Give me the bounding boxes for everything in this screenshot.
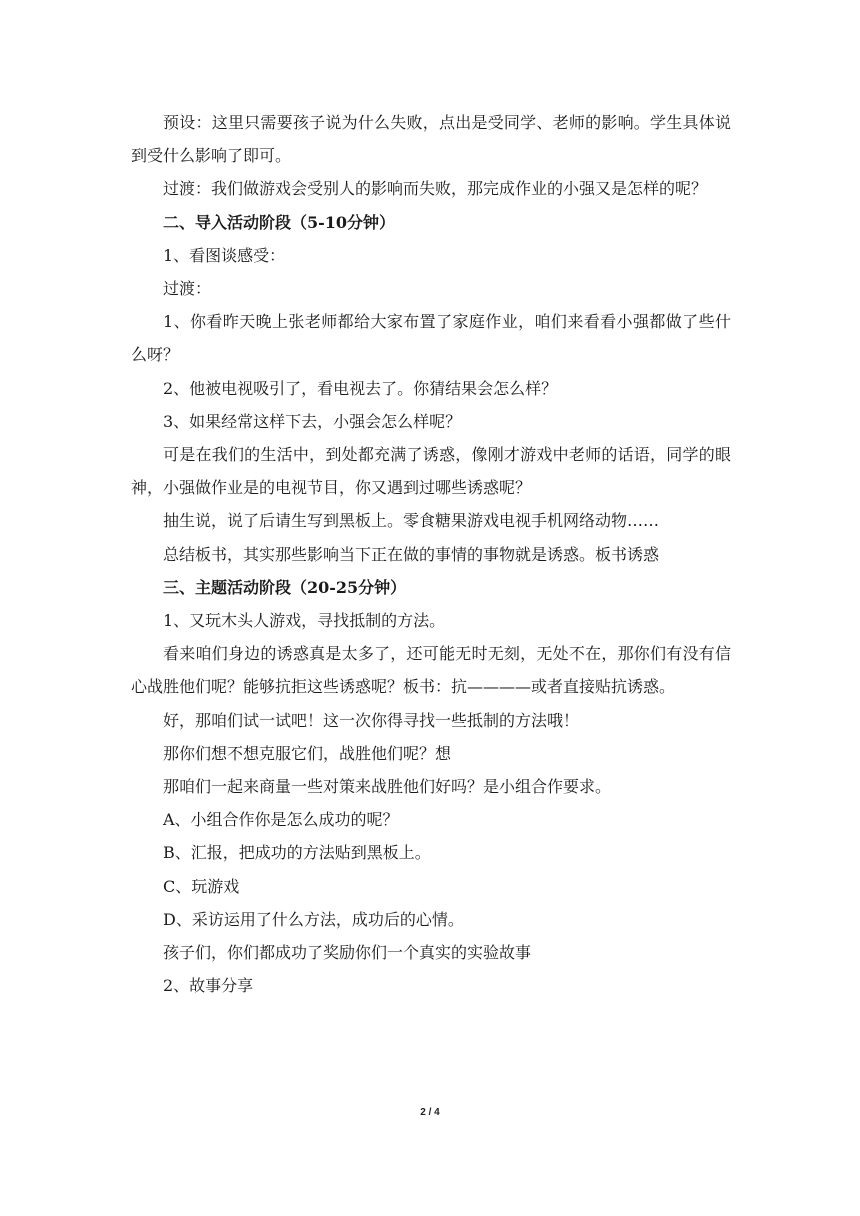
- paragraph: 1、你看昨天晚上张老师都给大家布置了家庭作业，咱们来看看小强都做了些什么呀？: [131, 312, 731, 365]
- paragraph: 孩子们，你们都成功了奖励你们一个真实的实验故事: [163, 943, 532, 963]
- list-item: D、采访运用了什么方法，成功后的心情。: [163, 909, 464, 929]
- paragraph: 好，那咱们试一试吧！这一次你得寻找一些抵制的方法哦！: [163, 710, 580, 730]
- paragraph: 看来咱们身边的诱惑真是太多了，还可能无时无刻，无处不在，那你们有没有信心战胜他们呢？能够抗拒这些诱惑呢？板书：抗————或者直接贴抗诱惑。: [131, 644, 731, 697]
- paragraph: 过渡：我们做游戏会受别人的影响而失败，那完成作业的小强又是怎样的呢？: [163, 179, 708, 199]
- paragraph: 那咱们一起来商量一些对策来战胜他们好吗？是小组合作要求。: [163, 777, 612, 797]
- list-item: C、玩游戏: [163, 876, 240, 896]
- paragraph: 2、故事分享: [163, 976, 254, 996]
- paragraph: 过渡：: [163, 279, 212, 299]
- list-item: B、汇报，把成功的方法贴到黑板上。: [163, 843, 431, 863]
- paragraph: 2、他被电视吸引了，看电视去了。你猜结果会怎么样？: [163, 378, 558, 398]
- paragraph: 总结板书，其实那些影响当下正在做的事情的事物就是诱惑。板书诱惑: [163, 544, 660, 564]
- paragraph: 3、如果经常这样下去，小强会怎么样呢？: [163, 411, 462, 431]
- paragraph: 1、看图谈感受：: [163, 245, 286, 265]
- document-body: [131, 106, 731, 1002]
- paragraph: 抽生说，说了后请生写到黑板上。零食糖果游戏电视手机网络动物……: [163, 511, 660, 531]
- section-heading: 二、导入活动阶段（5-10分钟）: [163, 212, 396, 232]
- section-heading: 三、主题活动阶段（20-25分钟）: [163, 577, 407, 597]
- paragraph: 预设：这里只需要孩子说为什么失败，点出是受同学、老师的影响。学生具体说到受什么影响了即可。: [131, 113, 731, 166]
- paragraph: 1、又玩木头人游戏，寻找抵制的方法。: [163, 611, 446, 631]
- page-number: 2 / 4: [420, 1107, 440, 1118]
- paragraph: 可是在我们的生活中，到处都充满了诱惑，像刚才游戏中老师的话语，同学的眼神，小强做作业是的电视节目，你又遇到过哪些诱惑呢？: [131, 445, 731, 498]
- paragraph: 那你们想不想克服它们，战胜他们呢？想: [163, 743, 452, 763]
- list-item: A、小组合作你是怎么成功的呢？: [163, 810, 399, 830]
